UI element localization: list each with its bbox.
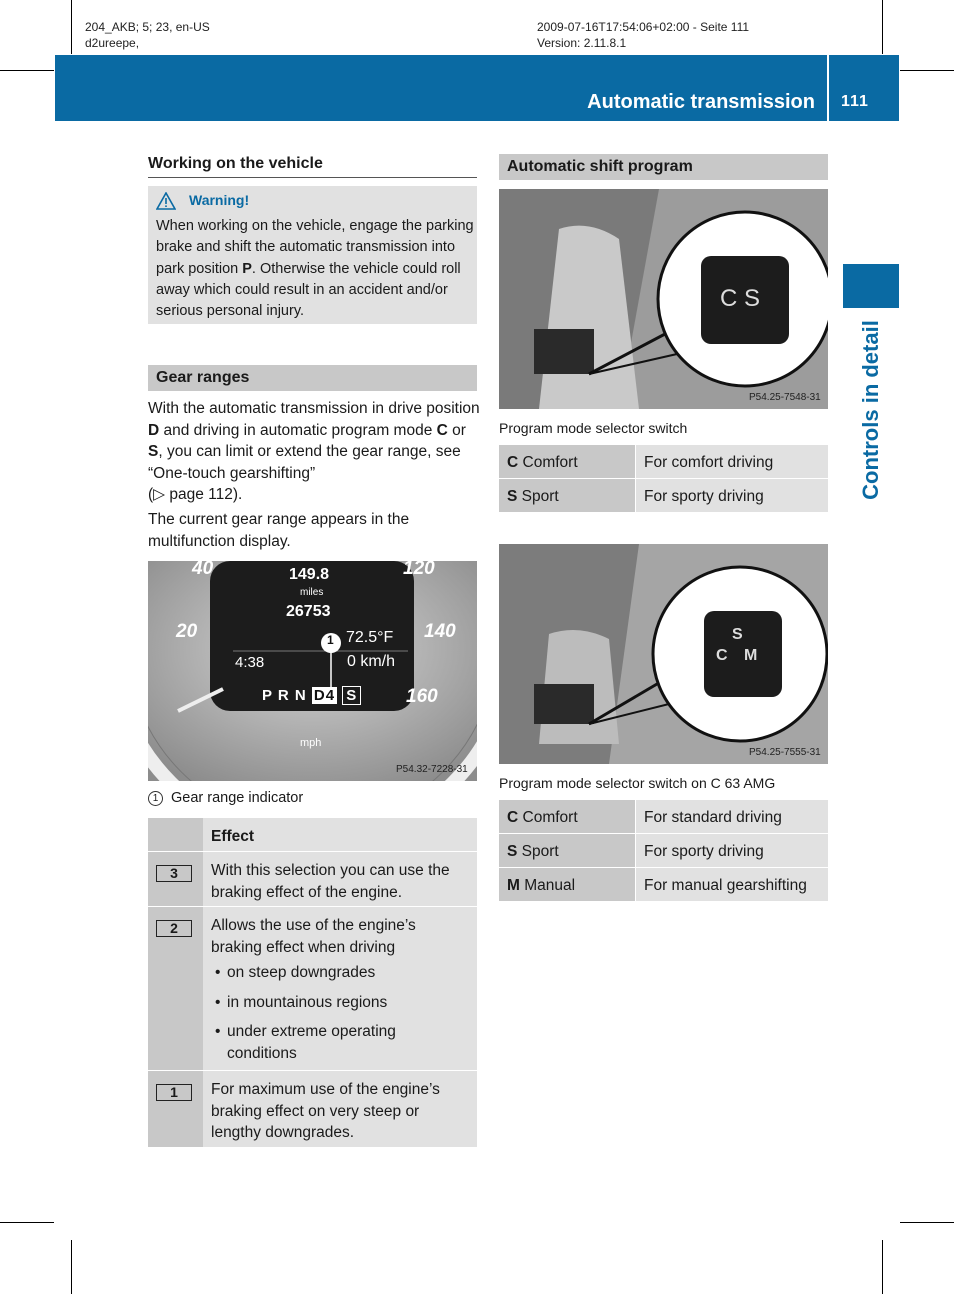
selector-switch-photo xyxy=(499,189,828,409)
amg-selector-switch-photo xyxy=(499,544,828,764)
crop-mark xyxy=(882,0,883,54)
mode-letter: S xyxy=(507,488,518,505)
meta-line: Version: 2.11.8.1 xyxy=(537,36,627,50)
button-label-m: M xyxy=(744,647,758,664)
mode-name: Sport xyxy=(517,843,559,860)
desc-cell: For standard driving xyxy=(636,800,828,833)
gear-ranges-paragraph xyxy=(148,398,480,506)
trip-value: 149.8 xyxy=(289,566,330,583)
odo-unit: miles xyxy=(300,587,324,598)
meta-line: 204_AKB; 5; 23, en-US xyxy=(85,20,210,34)
mode-letter: C xyxy=(507,809,519,826)
bullet-list xyxy=(211,962,469,1064)
table-row xyxy=(148,852,477,906)
list-item: • in mountainous regions xyxy=(211,992,469,1014)
crop-mark xyxy=(71,1240,72,1294)
meta-line: 2009-07-16T17:54:06+02:00 - Seite 111 xyxy=(537,20,750,34)
gear-key-3: 3 xyxy=(156,865,192,882)
amg-mode-table xyxy=(499,800,828,901)
mode-c: C xyxy=(436,421,448,439)
mode-table xyxy=(499,445,828,512)
tick-label: 140 xyxy=(424,621,456,642)
mode-cell xyxy=(499,834,635,867)
mode-s: S xyxy=(148,443,159,460)
section-tab xyxy=(843,264,899,308)
warning-text-part: When working on the vehicle, engage the parking brake and shift the automatic transmission into park position xyxy=(156,218,474,277)
gear-selected: D4 xyxy=(313,687,336,704)
effect-cell: For maximum use of the engine’s braking effect on very steep or lengthy downgrades. xyxy=(203,1071,477,1147)
button-label-s: S xyxy=(732,626,743,643)
desc-cell: For manual gearshifting xyxy=(636,868,828,901)
display-paragraph: The current gear range appears in the multifunction display. xyxy=(148,511,410,550)
mode-name: Comfort xyxy=(518,809,578,826)
mode-letter: M xyxy=(507,877,520,894)
warning-text xyxy=(156,216,476,322)
text-run: and driving in automatic program mode xyxy=(159,421,437,439)
mode-name: Sport xyxy=(517,488,559,505)
key-cell xyxy=(148,907,203,1070)
header-key-cell xyxy=(148,818,203,851)
mode-letter: C xyxy=(507,454,519,471)
gear-key-1: 1 xyxy=(156,1084,192,1101)
temperature: 72.5°F xyxy=(346,629,394,646)
crop-mark xyxy=(71,0,72,54)
warning-triangle-icon xyxy=(156,192,176,210)
mode-name: Manual xyxy=(519,877,576,894)
instrument-cluster-photo xyxy=(148,561,477,781)
header-effect-cell: Effect xyxy=(203,818,477,851)
warning-box xyxy=(148,186,477,324)
crop-mark xyxy=(0,70,54,71)
page-number: 111 xyxy=(841,93,869,110)
mode-cell xyxy=(499,868,635,901)
mode-cell xyxy=(499,445,635,478)
page-header xyxy=(55,55,899,121)
console-illustration xyxy=(499,189,828,409)
mode-indicator: S xyxy=(342,686,361,705)
caption-text: Gear range indicator xyxy=(171,790,304,806)
console-illustration xyxy=(499,544,828,764)
table-row xyxy=(499,445,828,478)
figure-caption: Program mode selector switch on C 63 AMG xyxy=(499,775,776,791)
table-header-row xyxy=(148,818,477,851)
mode-cell xyxy=(499,479,635,512)
table-row xyxy=(148,1071,477,1147)
mode-letter: S xyxy=(507,843,518,860)
speed-readout: 0 km/h xyxy=(347,653,396,670)
section-tab-label: Controls in detail xyxy=(858,320,883,500)
crop-mark xyxy=(0,1222,54,1223)
mode-cell xyxy=(499,800,635,833)
chapter-title: Automatic transmission xyxy=(587,91,815,113)
effect-cell: With this selection you can use the braking effect of the engine. xyxy=(203,852,477,906)
print-meta-right xyxy=(537,19,749,51)
figure-code: P54.25-7555-31 xyxy=(749,747,821,758)
figure-caption: Program mode selector switch xyxy=(499,420,688,436)
caption-number: 1 xyxy=(148,791,163,806)
header-divider xyxy=(827,55,829,121)
list-item: • on steep downgrades xyxy=(211,962,469,984)
crop-mark xyxy=(900,1222,954,1223)
drive-position: D xyxy=(148,421,160,439)
warning-text-part: . Otherwise the vehicle could roll away which could result in an accident and/or serious personal injury. xyxy=(156,260,461,320)
working-heading: Working on the vehicle xyxy=(148,155,323,172)
desc-cell: For sporty driving xyxy=(636,479,828,512)
effect-text: Allows the use of the engine’s braking effect when driving xyxy=(211,917,416,956)
print-meta-left xyxy=(85,19,210,51)
mode-name: Comfort xyxy=(518,454,578,471)
clock: 4:38 xyxy=(235,654,265,671)
gear-key-2: 2 xyxy=(156,920,192,937)
tick-label: 120 xyxy=(403,561,435,579)
tick-label: 40 xyxy=(192,561,214,579)
crop-mark xyxy=(882,1240,883,1294)
gear-range-table xyxy=(148,818,477,1148)
odometer-value: 26753 xyxy=(286,603,331,620)
figure-code: P54.32-7228-31 xyxy=(396,764,468,775)
speed-unit: mph xyxy=(300,737,322,749)
button-label-c: C xyxy=(716,647,728,664)
callout-number: 1 xyxy=(327,633,334,647)
figure-code: P54.25-7548-31 xyxy=(749,392,821,403)
button-label-s: S xyxy=(744,285,761,312)
shift-program-heading: Automatic shift program xyxy=(499,154,828,180)
tick-label: 160 xyxy=(406,686,438,707)
desc-cell: For comfort driving xyxy=(636,445,828,478)
heading-rule xyxy=(148,177,477,178)
figure-caption xyxy=(148,790,303,806)
meta-line: d2ureepe, xyxy=(85,36,140,50)
list-item: • under extreme operating conditions xyxy=(211,1021,469,1064)
warning-title: Warning! xyxy=(189,192,250,208)
table-row xyxy=(148,907,477,1070)
table-row xyxy=(499,834,828,867)
key-cell xyxy=(148,1071,203,1147)
park-position: P xyxy=(242,260,252,277)
page-reference[interactable]: (▷ page 112). xyxy=(148,486,243,503)
text-run: With the automatic transmission in drive position xyxy=(148,400,480,417)
text-run: , you can limit or extend the gear range, see “One-touch gearshifting” xyxy=(148,443,461,482)
tick-label: 20 xyxy=(176,621,198,642)
effect-cell xyxy=(203,907,477,1070)
button-label-c: C xyxy=(720,285,738,312)
gear-range-indicator xyxy=(262,687,361,704)
table-row xyxy=(499,479,828,512)
crop-mark xyxy=(900,70,954,71)
table-row xyxy=(499,868,828,901)
text-run: or xyxy=(447,421,466,439)
gear-ranges-heading: Gear ranges xyxy=(148,365,477,391)
desc-cell: For sporty driving xyxy=(636,834,828,867)
prnd-text: P R N xyxy=(262,687,307,704)
table-row xyxy=(499,800,828,833)
key-cell xyxy=(148,852,203,906)
